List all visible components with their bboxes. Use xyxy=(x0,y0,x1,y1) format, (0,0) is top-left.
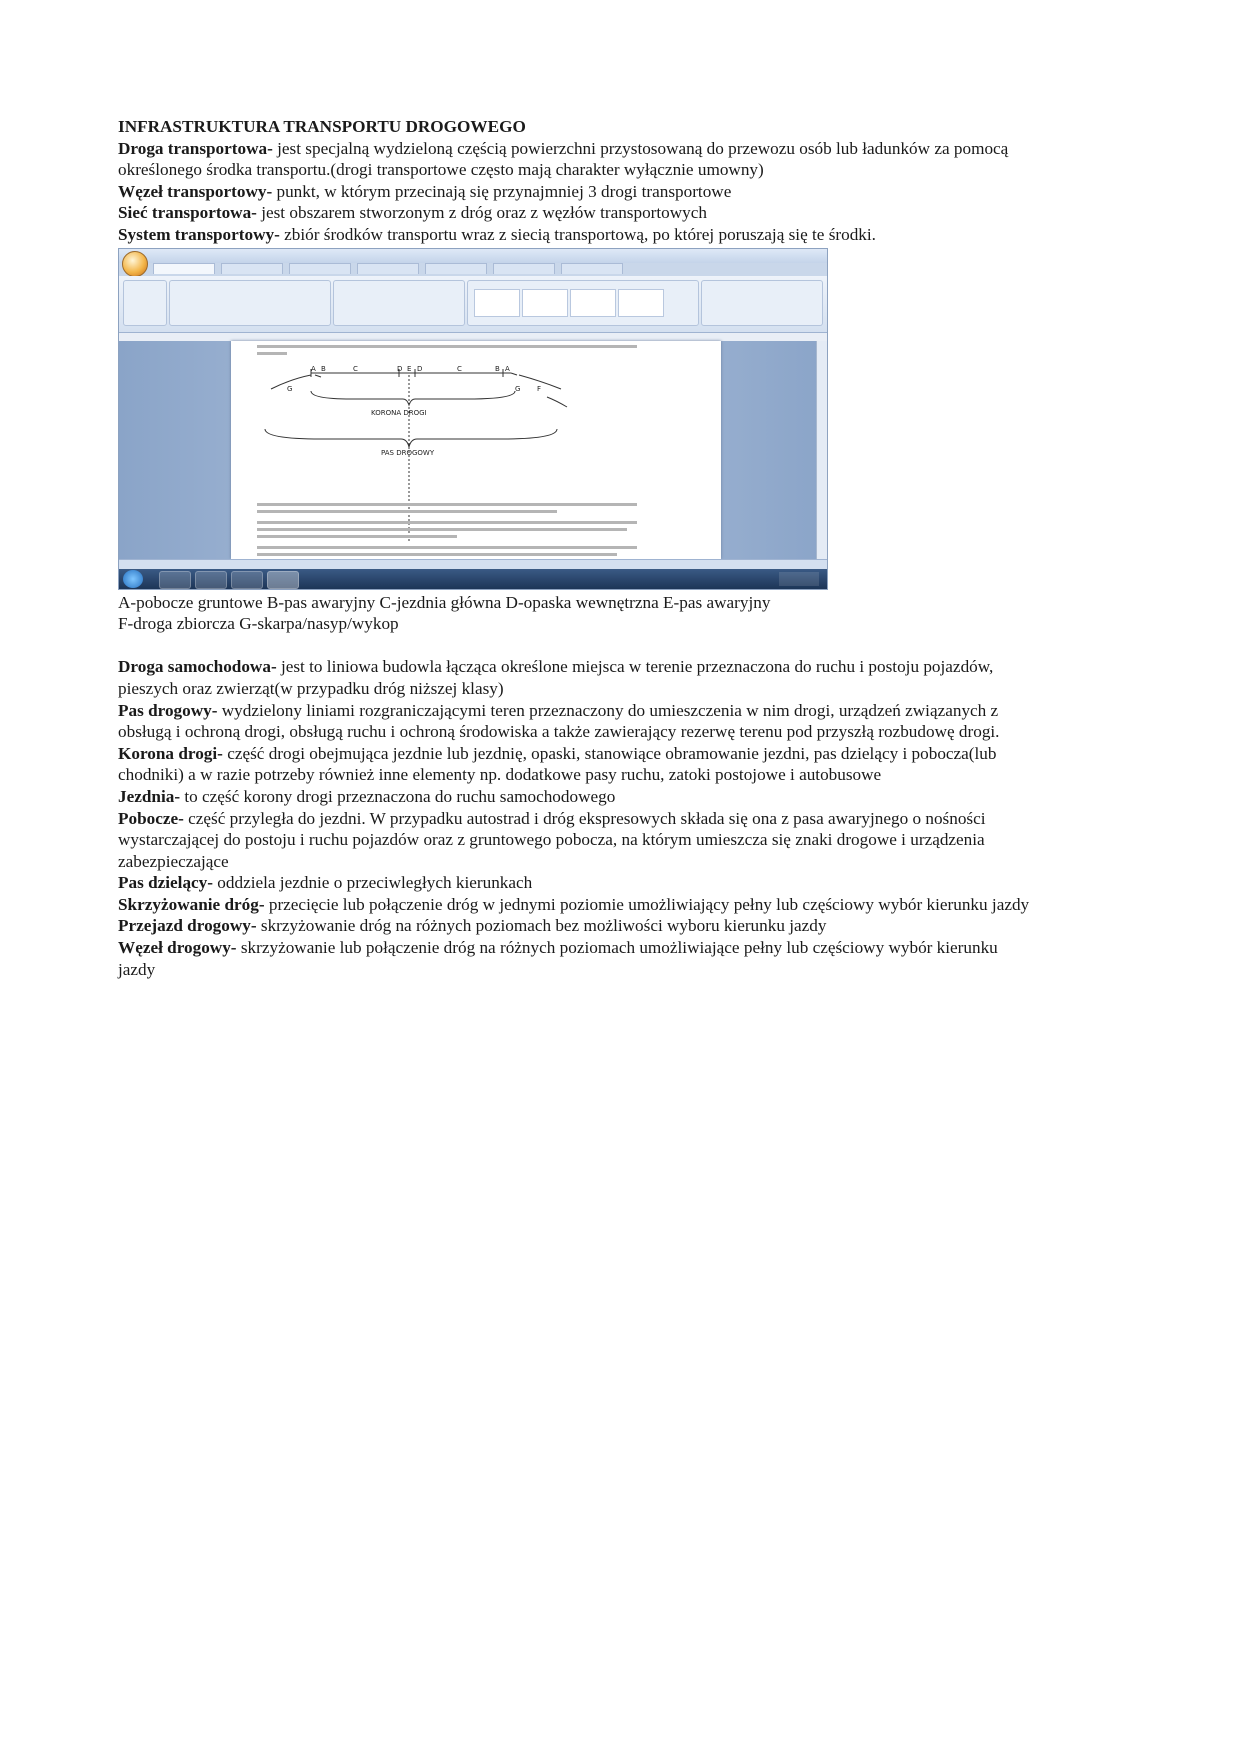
definition-line xyxy=(118,915,1118,937)
diagram-letter: D xyxy=(397,364,403,373)
office-button-icon xyxy=(122,251,148,277)
diagram-letter: G xyxy=(515,384,521,393)
blurred-text-line xyxy=(257,546,637,549)
ribbon xyxy=(119,276,827,333)
definition-text: wystarczającej do postoju i ruchu pojazdów oraz z gruntowego pobocza, na którym umieszcza się znaki drogowe i urządzenia xyxy=(118,830,985,850)
style-thumbnail xyxy=(570,289,616,317)
document-paper xyxy=(231,341,721,559)
definition-term: Droga transportowa- xyxy=(118,138,273,158)
definition-line xyxy=(118,808,1118,830)
word-icon xyxy=(267,571,299,589)
definition-line xyxy=(118,721,1118,743)
ribbon-tab xyxy=(357,263,419,274)
definition-text: pieszych oraz zwierząt(w przypadku dróg niższej klasy) xyxy=(118,678,504,698)
definition-line xyxy=(118,181,1118,203)
chrome-icon xyxy=(231,571,263,589)
diagram-letter: F xyxy=(537,384,542,393)
definition-line xyxy=(118,656,1118,678)
style-thumbnail xyxy=(618,289,664,317)
document-page xyxy=(118,116,1118,980)
ribbon-tab xyxy=(289,263,351,274)
diagram-letter: B xyxy=(495,364,500,373)
paragraph-group xyxy=(333,280,465,326)
ribbon-tab xyxy=(153,263,215,274)
definition-line xyxy=(118,202,1118,224)
definition-text: zabezpieczające xyxy=(118,851,229,871)
folder-icon xyxy=(159,571,191,589)
definition-text: punkt, w którym przecinają się przynajmniej 3 drogi transportowe xyxy=(272,181,732,201)
vertical-scrollbar xyxy=(816,341,827,559)
definition-term: Pas dzielący- xyxy=(118,873,213,893)
embedded-word-screenshot xyxy=(118,248,828,590)
definition-term: Droga samochodowa- xyxy=(118,657,277,677)
definition-line xyxy=(118,224,1118,246)
definition-text: przecięcie lub połączenie dróg w jednymi poziomie umożliwiający pełny lub częściowy wybór kierunku jazdy xyxy=(264,894,1030,914)
media-player-icon xyxy=(195,571,227,589)
blurred-text-line xyxy=(257,510,557,513)
definition-line xyxy=(118,851,1118,873)
definition-line xyxy=(118,829,1118,851)
diagram-letter: A xyxy=(311,364,316,373)
ribbon-tab xyxy=(493,263,555,274)
definition-text: skrzyżowanie lub połączenie dróg na różnych poziomach umożliwiające pełny lub częściowy wybór kierunku xyxy=(236,938,998,958)
diagram-letter: B xyxy=(321,364,326,373)
page-title: INFRASTRUKTURA TRANSPORTU DROGOWEGO xyxy=(118,117,526,136)
definition-term: Korona drogi- xyxy=(118,743,223,763)
ribbon-tabs xyxy=(153,263,813,275)
blurred-text-line xyxy=(257,503,637,506)
window-titlebar xyxy=(119,249,827,263)
definition-text: oddziela jezdnie o przeciwległych kierunkach xyxy=(213,873,533,893)
start-button-icon xyxy=(123,570,143,588)
korona-drogi-label: KORONA DROGI xyxy=(371,408,427,417)
diagram-letter: E xyxy=(407,364,412,373)
ribbon-tab xyxy=(425,263,487,274)
definition-text: obsługą i ochroną drogi, obsługą ruchu i ochroną środowiska a także zawierający rezerwę terenu pod przyszłą rozbudowę drogi. xyxy=(118,722,1000,742)
definition-text: chodniki) a w razie potrzeby również inne elementy np. dodatkowe pasy ruchu, zatoki postojowe i autobusowe xyxy=(118,765,882,785)
road-cross-section-diagram xyxy=(231,341,721,559)
definition-line xyxy=(118,138,1118,160)
definition-text: część przyległa do jezdni. W przypadku autostrad i dróg ekspresowych składa się ona z pasa awaryjnego o nośności xyxy=(183,808,986,828)
definition-term: Przejazd drogowy- xyxy=(118,916,257,936)
definition-term: Sieć transportowa- xyxy=(118,203,257,223)
definition-text: jazdy xyxy=(118,959,156,979)
blurred-text-line xyxy=(257,528,627,531)
diagram-letter: D xyxy=(417,364,423,373)
definition-term: Pobocze- xyxy=(118,808,184,828)
diagram-letter: C xyxy=(353,364,358,373)
definition-line xyxy=(118,959,1118,981)
definition-text: skrzyżowanie dróg na różnych poziomach bez możliwości wyboru kierunku jazdy xyxy=(256,916,827,936)
definition-line xyxy=(118,872,1118,894)
style-thumbnail xyxy=(474,289,520,317)
definition-text: to część korony drogi przeznaczona do ruchu samochodowego xyxy=(180,786,616,806)
legend-line: A-pobocze gruntowe B-pas awaryjny C-jezdnia główna D-opaska wewnętrzna E-pas awaryjny xyxy=(118,592,771,612)
definition-term: Skrzyżowanie dróg- xyxy=(118,894,265,914)
clock xyxy=(779,572,819,586)
ribbon-tab xyxy=(221,263,283,274)
definition-line xyxy=(118,159,1118,181)
definition-line xyxy=(118,764,1118,786)
definition-text: zbiór środków transportu wraz z siecią transportową, po której poruszają się te środki. xyxy=(279,224,876,244)
definition-line xyxy=(118,678,1118,700)
pas-drogowy-label: PAS DROGOWY xyxy=(381,448,435,457)
definition-line xyxy=(118,937,1118,959)
style-thumbnail xyxy=(522,289,568,317)
blank-line xyxy=(118,635,1118,657)
definition-term: Jezdnia- xyxy=(118,786,181,806)
styles-group xyxy=(467,280,699,326)
clipboard-group xyxy=(123,280,167,326)
definition-term: Węzeł transportowy- xyxy=(118,181,273,201)
windows-taskbar xyxy=(119,569,827,589)
legend-line: F-droga zbiorcza G-skarpa/nasyp/wykop xyxy=(118,614,399,634)
definition-text: część drogi obejmująca jezdnie lub jezdnię, opaski, stanowiące obramowanie jezdni, pas dzielący i pobocza(lub xyxy=(222,743,997,763)
blurred-text-line xyxy=(257,553,617,556)
definition-term: System transportowy- xyxy=(118,224,280,244)
definition-text: jest specjalną wydzieloną częścią powierzchni przystosowaną do przewozu osób lub ładunków za pomocą xyxy=(272,138,1009,158)
definition-term: Pas drogowy- xyxy=(118,700,218,720)
diagram-letter: G xyxy=(287,384,293,393)
definition-line xyxy=(118,786,1118,808)
diagram-letter: A xyxy=(505,364,510,373)
definition-term: Węzeł drogowy- xyxy=(118,938,237,958)
definition-text: jest obszarem stworzonym z dróg oraz z węzłów transportowych xyxy=(256,203,707,223)
definition-line xyxy=(118,700,1118,722)
blurred-text-line xyxy=(257,521,637,524)
diagram-letter: C xyxy=(457,364,462,373)
ribbon-tab xyxy=(561,263,623,274)
blurred-text-line xyxy=(257,535,457,538)
definition-line xyxy=(118,743,1118,765)
definition-text: określonego środka transportu.(drogi transportowe często mają charakter wyłącznie umowny) xyxy=(118,160,764,180)
definition-line xyxy=(118,894,1118,916)
definition-text: jest to liniowa budowla łącząca określone miejsca w terenie przeznaczona do ruchu i postoju pojazdów, xyxy=(276,657,994,677)
editing-group xyxy=(701,280,823,326)
definition-text: wydzielony liniami rozgraniczającymi teren przeznaczony do umieszczenia w nim drogi, urządzeń związanych z xyxy=(217,700,999,720)
font-group xyxy=(169,280,331,326)
